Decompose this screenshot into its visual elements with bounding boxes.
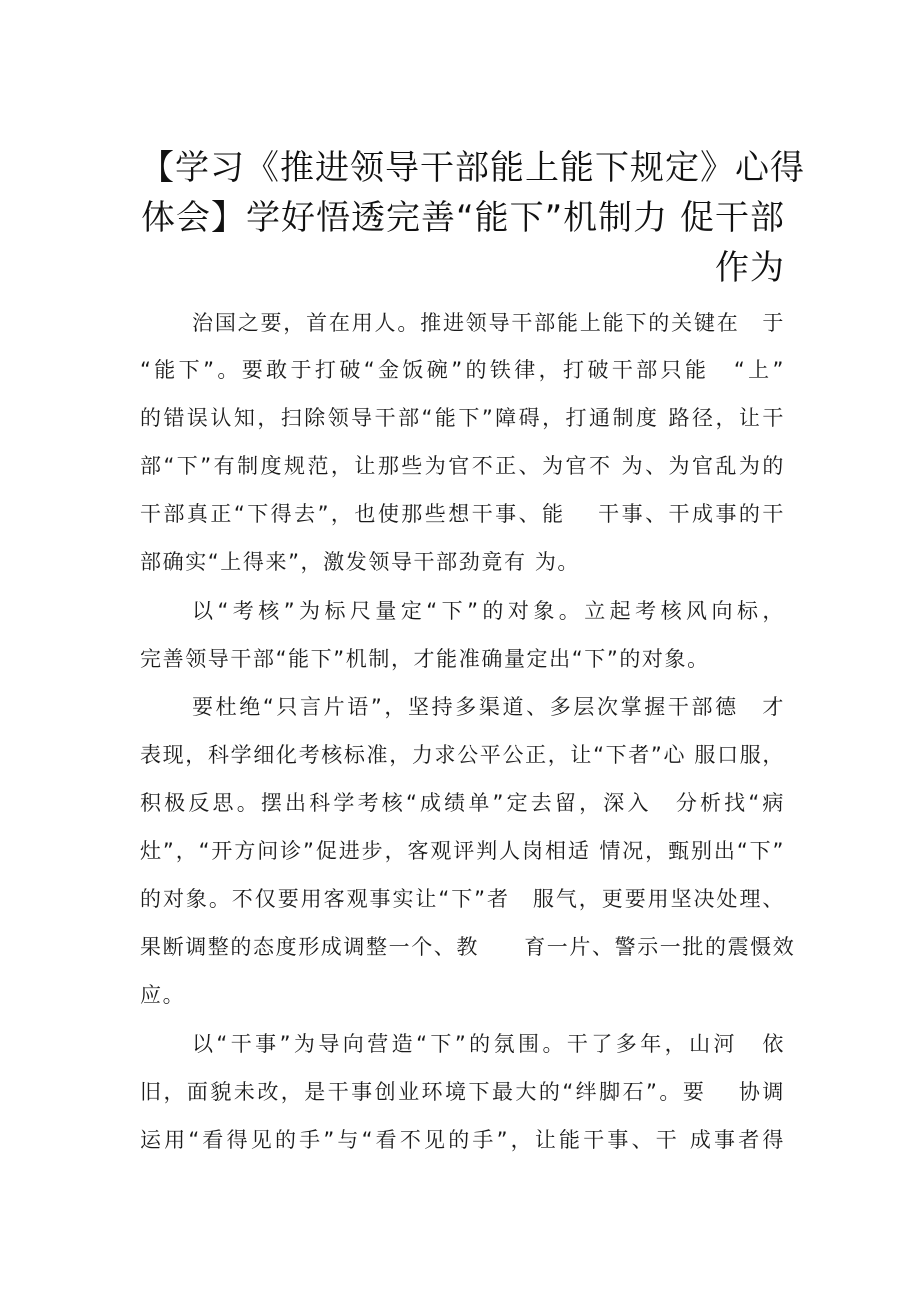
paragraph-line: 以“考核”为标尺量定“下”的对象。立起考核风向标，: [192, 599, 785, 623]
document-title: [140, 143, 805, 293]
paragraph-line: 治国之要，首在用人。推进领导干部能上能下的关键在 于: [192, 311, 785, 335]
paragraph-line: 部“下”有制度规范，让那些为官不正、为官不 为、为官乱为的: [140, 454, 785, 478]
paragraph-line: 以“干事”为导向营造“下”的氛围。干了多年，山河 依: [192, 1032, 785, 1056]
paragraph-line: 旧，面貌未改，是干事创业环境下最大的“绊脚石”。要 协调: [140, 1080, 785, 1104]
paragraph-line: 完善领导干部“能下”机制，才能准确量定出“下”的对象。: [140, 647, 710, 671]
paragraph-line: 要杜绝“只言片语”，坚持多渠道、多层次掌握干部德 才: [192, 695, 785, 719]
paragraph-line: 表现，科学细化考核标准，力求公平公正，让“下者”心 服口服，: [140, 743, 785, 767]
paragraph-line: 积极反思。摆出科学考核“成绩单”定去留，深入 分析找“病: [140, 791, 785, 815]
paragraph-line: 的错误认知，扫除领导干部“能下”障碍，打通制度 路径，让干: [140, 406, 785, 430]
paragraph-line: 的对象。不仅要用客观事实让“下”者 服气，更要用坚决处理、: [140, 887, 785, 911]
title-line-2: 体会】学好悟透完善“能下”机制力 促干部: [140, 197, 785, 238]
paragraph-line: 运用“看得见的手”与“看不见的手”，让能干事、干 成事者得: [140, 1128, 785, 1152]
paragraph-line: 灶”，“开方问诊”促进步，客观评判人岗相适 情况，甄别出“下”: [140, 839, 785, 863]
paragraph-line: 应。: [140, 983, 186, 1007]
title-line-3: 作为: [715, 247, 785, 288]
paragraph-line: 部确实“上得来”，激发领导干部劲竟有 为。: [140, 550, 581, 574]
paragraph-line: “能下”。要敢于打破“金饭碗”的铁律，打破干部只能 “上”: [140, 358, 785, 382]
paragraph-line: 果断调整的态度形成调整一个、教 育一片、警示一批的震慑效: [140, 935, 796, 959]
title-line-1: 【学习《推进领导干部能上能下规定》心得: [140, 147, 805, 188]
paragraph-line: 干部真正“下得去”，也使那些想干事、能 干事、干成事的干: [140, 502, 785, 526]
